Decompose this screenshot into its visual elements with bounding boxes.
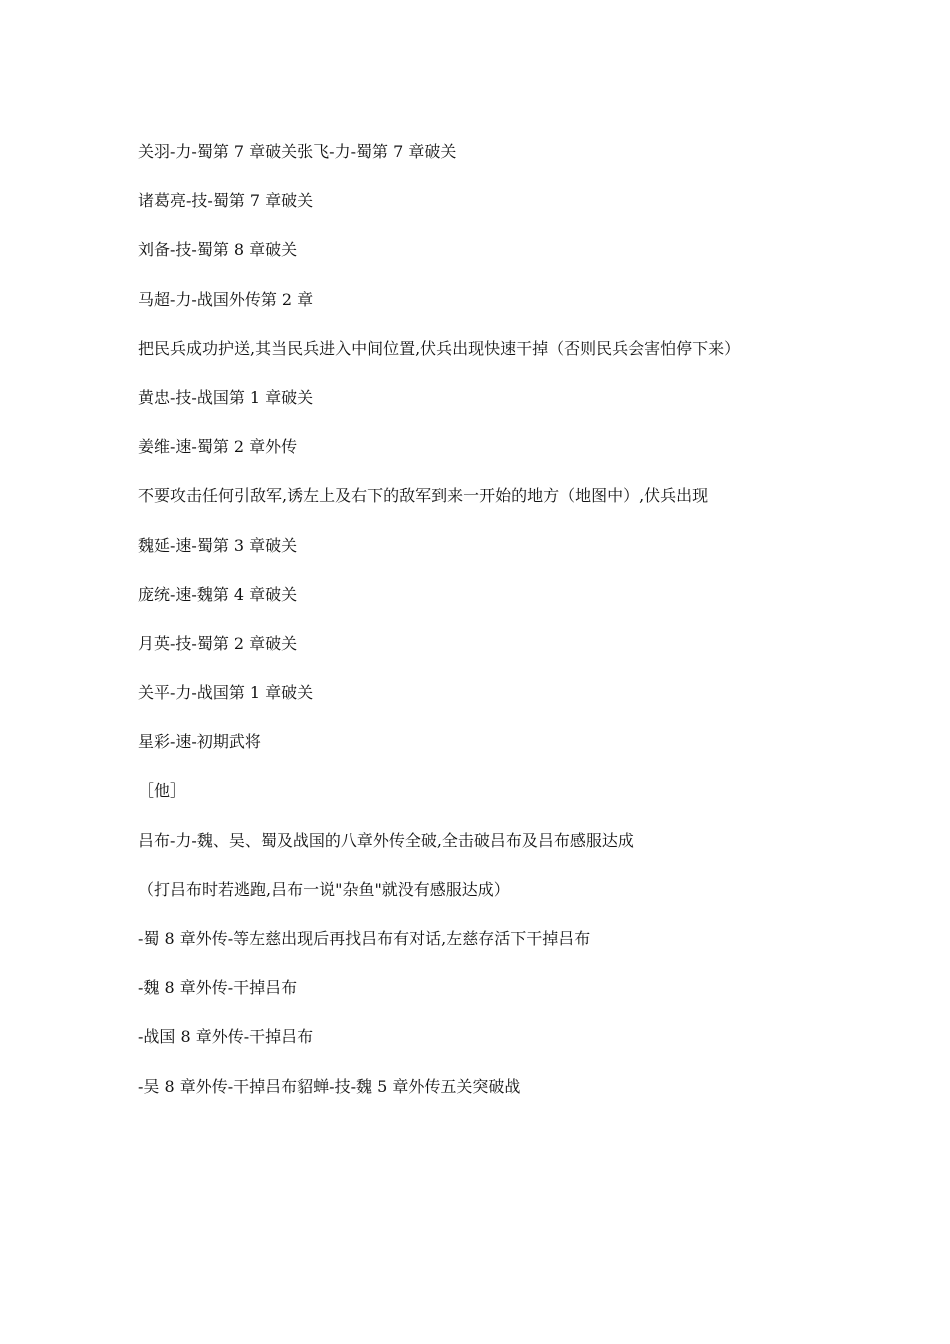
text-line: 黄忠-技-战国第 1 章破关 — [138, 387, 314, 407]
text-line: 把民兵成功护送,其当民兵进入中间位置,伏兵出现快速干掉（否则民兵会害怕停下来） — [138, 338, 741, 358]
text-line: 马超-力-战国外传第 2 章 — [138, 289, 314, 309]
text-line: 关平-力-战国第 1 章破关 — [138, 683, 314, 703]
text-line: 魏延-速-蜀第 3 章破关 — [138, 535, 298, 555]
text-line: 吕布-力-魏、吴、蜀及战国的八章外传全破,全击破吕布及吕布感服达成 — [138, 830, 634, 850]
text-line: （打吕布时若逃跑,吕布一说"杂鱼"就没有感服达成） — [138, 879, 510, 899]
text-line: -吴 8 章外传-干掉吕布貂蝉-技-魏 5 章外传五关突破战 — [138, 1076, 521, 1096]
text-line: -魏 8 章外传-干掉吕布 — [138, 978, 298, 998]
text-line: 星彩-速-初期武将 — [138, 732, 261, 752]
text-line: -战国 8 章外传-干掉吕布 — [138, 1027, 314, 1047]
section-heading: ［他］ — [138, 781, 187, 801]
text-line: 刘备-技-蜀第 8 章破关 — [138, 240, 298, 260]
text-line: 关羽-力-蜀第 7 章破关张飞-力-蜀第 7 章破关 — [138, 142, 457, 161]
text-line: 庞统-速-魏第 4 章破关 — [138, 584, 298, 604]
text-line: 月英-技-蜀第 2 章破关 — [138, 633, 298, 653]
text-line: 诸葛亮-技-蜀第 7 章破关 — [138, 191, 314, 211]
text-line: 姜维-速-蜀第 2 章外传 — [138, 437, 298, 457]
text-line: 不要攻击任何引敌军,诱左上及右下的敌军到来一开始的地方（地图中）,伏兵出现 — [138, 486, 709, 506]
document-body — [138, 140, 898, 1124]
text-line: -蜀 8 章外传-等左慈出现后再找吕布有对话,左慈存活下干掉吕布 — [138, 929, 591, 948]
